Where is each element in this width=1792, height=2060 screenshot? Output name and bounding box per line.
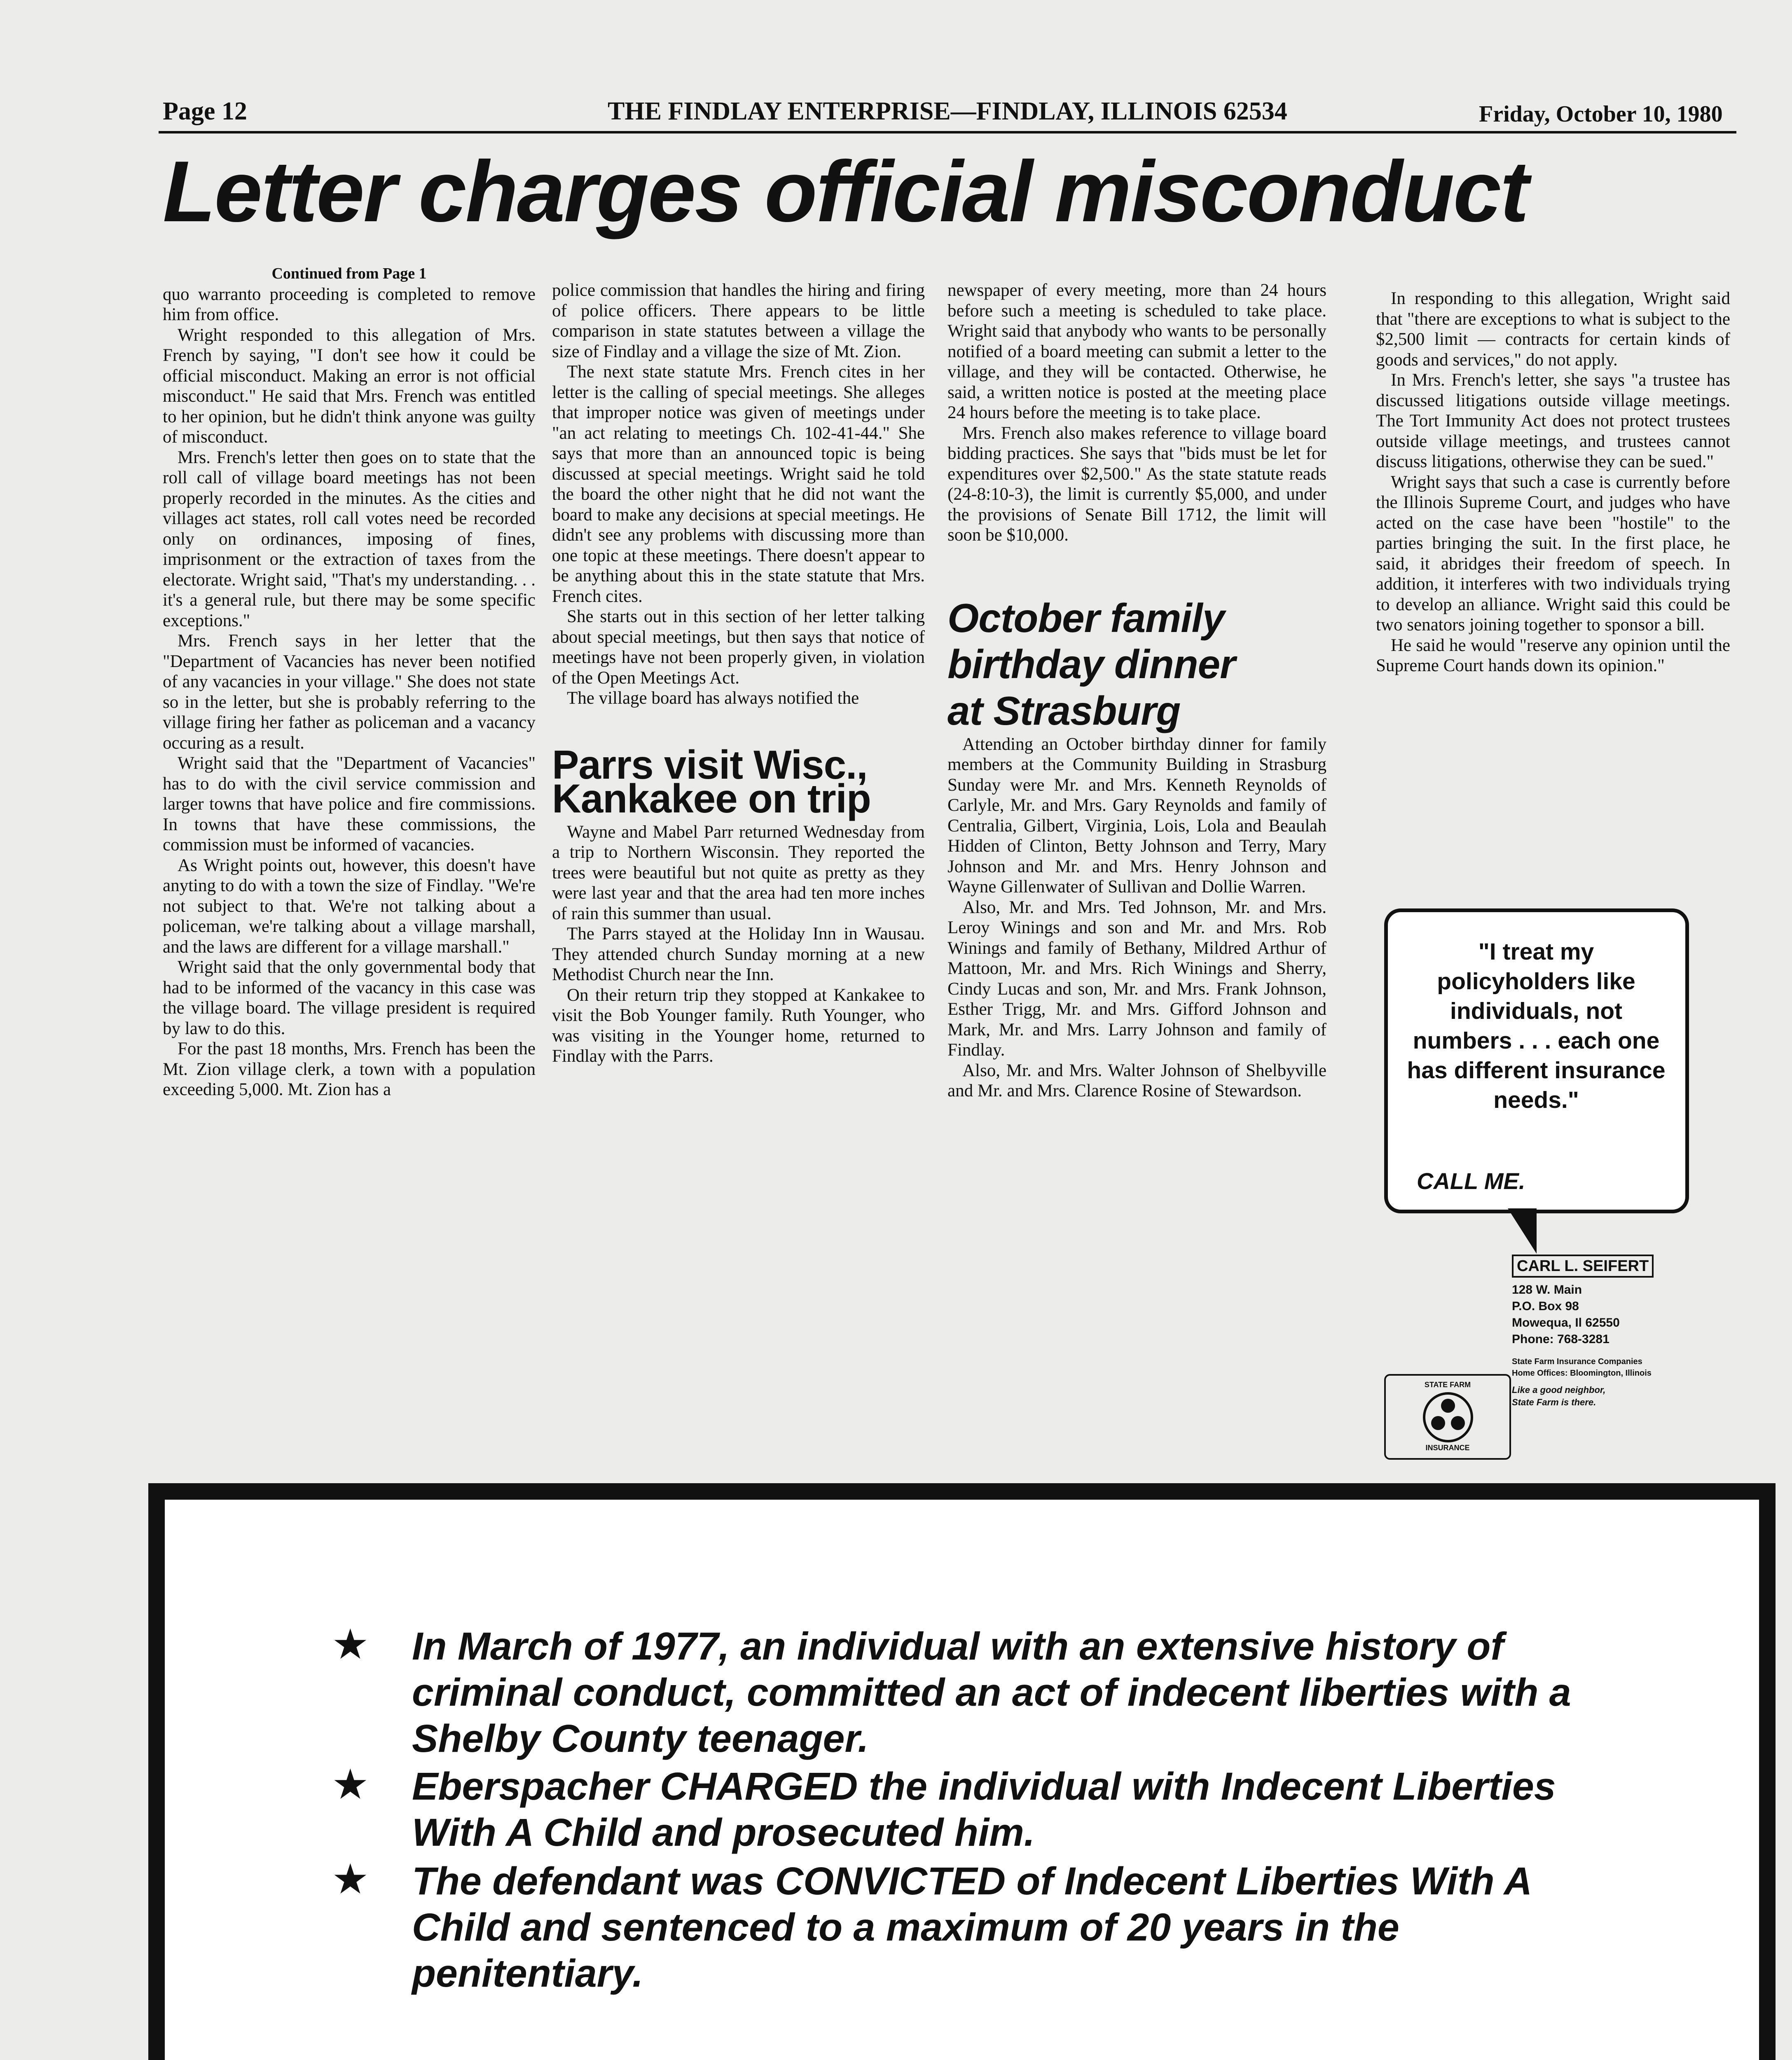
bubble-tail-icon <box>1508 1208 1537 1254</box>
ad-bullet-3 <box>334 1858 1607 1997</box>
slogan-line-2: State Farm is there. <box>1512 1397 1596 1407</box>
bullet-text: In March of 1977, an individual with an extensive history of criminal conduct, committed an act of indecent liberties with a Shelby County teenager. <box>412 1625 1571 1760</box>
state-farm-logo-box <box>1384 1374 1511 1460</box>
article-paragraph: Wright said that the only governmental body that had to be informed of the vacancy in this case was the village board. The village president is required by law to do this. <box>163 957 536 1038</box>
agent-phone: Phone: 768-3281 <box>1512 1332 1610 1346</box>
bullet-text: Eberspacher CHARGED the individual with Indecent Liberties With A Child and prosecuted him. <box>412 1765 1556 1854</box>
political-ad-inner <box>165 1500 1759 2060</box>
logo-top-text: STATE FARM <box>1424 1381 1471 1389</box>
article-paragraph: As Wright points out, however, this doesn't have anyting to do with a town the size of Findlay. "We're not subject to that. We're not talking about a policeman, we're talking about a village marshall, and the laws are different for a village marshall." <box>163 855 536 957</box>
star-icon: ★ <box>334 1859 367 1900</box>
article-paragraph: Mrs. French also makes reference to village board bidding practices. She says that "bids must be let for expenditures over $2,500." As the state statute reads (24-8:10-3), the limit is currently $5,000, and under the provisions of Senate Bill 1712, the limit will soon be $10,000. <box>947 423 1326 545</box>
article-paragraph: police commission that handles the hiring and firing of police officers. There appears to be little comparison in state statutes between a village the size of Findlay and a village the size of Mt. Zion. <box>552 281 925 361</box>
agent-address-2: P.O. Box 98 <box>1512 1299 1579 1313</box>
birthday-paragraph: Also, Mr. and Mrs. Walter Johnson of Shelbyville and Mr. and Mrs. Clarence Rosine of Stewardson. <box>947 1060 1326 1101</box>
continued-note: Continued from Page 1 <box>271 265 427 282</box>
masthead: THE FINDLAY ENTERPRISE—FINDLAY, ILLINOIS 62534 <box>608 97 1287 125</box>
birthday-headline-line-1: October family <box>947 595 1225 641</box>
ad-bullet-2 <box>334 1763 1607 1856</box>
star-icon: ★ <box>334 1624 367 1665</box>
article-paragraph: For the past 18 months, Mrs. French has been the Mt. Zion village clerk, a town with a population exceeding 5,000. Mt. Zion has a <box>163 1039 536 1099</box>
ad-quote: "I treat my policyholders like individuals, not numbers . . . each one has different insurance needs." <box>1407 939 1666 1113</box>
article-column-4 <box>1376 288 1730 676</box>
article-paragraph: In responding to this allegation, Wright said that "there are exceptions to what is subject to the $2,500 limit — contracts for certain kinds of goods and services," do not apply. <box>1376 289 1730 370</box>
article-column-3 <box>947 280 1326 1101</box>
birthday-paragraph: Attending an October birthday dinner for family members at the Community Building in Strasburg Sunday were Mr. and Mrs. Kenneth Reynolds of Carlyle, Mr. and Mrs. Gary Reynolds and family of Centralia, Gilbert, Virginia, Lois, Lola and Beaulah Hidden of Clinton, Betty Johnson and Terry, Mary Johnson and Mr. and Mrs. Henry Johnson and Wayne Gillenwater of Sullivan and Dollie Warren. <box>947 734 1326 897</box>
birthday-headline-line-3: at Strasburg <box>947 688 1181 733</box>
agent-name: CARL L. SEIFERT <box>1512 1255 1654 1278</box>
birthday-paragraph: Also, Mr. and Mrs. Ted Johnson, Mr. and Mrs. Leroy Winings and son and Mr. and Mrs. Rob Winings and family of Bethany, Mildred Arthur of Mattoon, Mr. and Mrs. Rich Winings and Sherry, Cindy Lucas and son, Mr. and Mrs. Frank Johnson, Esther Trigg, Mr. and Mrs. Gifford Johnson and Mark, Mr. and Mrs. Larry Johnson and family of Findlay. <box>947 897 1326 1060</box>
article-column-2 <box>552 280 925 1067</box>
article-paragraph: Wright says that such a case is currently before the Illinois Supreme Court, and judges who have acted on the case have been "hostile" to the parties bringing the suit. In the first place, he said, it abridges their freedom of speech. In addition, it interferes with two individuals trying to develop an alliance. Wright said this could be two senators joining together to sponsor a bill. <box>1376 472 1730 634</box>
page-number: Page 12 <box>163 97 247 125</box>
article-paragraph: He said he would "reserve any opinion until the Supreme Court hands down its opinion." <box>1376 635 1730 675</box>
article-paragraph: Mrs. French says in her letter that the "Department of Vacancies has never been notified of any vacancies in your village." She does not state so in the letter, but she is probably referring to the village firing her father as policeman and a vacancy occuring as a result. <box>163 631 536 753</box>
article-paragraph: quo warranto proceeding is completed to remove him from office. <box>163 284 536 324</box>
agent-info <box>1512 1255 1693 1409</box>
call-me-text: CALL ME. <box>1417 1168 1525 1194</box>
header-rule <box>159 131 1736 133</box>
article-paragraph: Mrs. French's letter then goes on to state that the roll call of village board meetings has not been properly recorded in the minutes. As the cities and villages act states, roll call votes need be recorded only on ordinances, imposing of fines, imprisonment or the extraction of taxes from the electorate. Wright said, "That's my understanding. . . it's a general rule, but there may be some specific exceptions." <box>163 447 536 630</box>
political-ad <box>148 1483 1776 2060</box>
parrs-paragraph: On their return trip they stopped at Kankakee to visit the Bob Younger family. Ruth Younger, who was visiting in the Younger home, returned to Findlay with the Parrs. <box>552 985 925 1066</box>
company-line-1: State Farm Insurance Companies <box>1512 1357 1642 1366</box>
slogan-line-1: Like a good neighbor, <box>1512 1385 1606 1395</box>
issue-date: Friday, October 10, 1980 <box>1479 101 1723 127</box>
article-paragraph: newspaper of every meeting, more than 24 hours before such a meeting is scheduled to take place. Wright said that anybody who wants to be personally notified of a board meeting can submit a letter to the village, and they will be contacted. Otherwise, he said, a written notice is posted at the meeting place 24 hours before the meeting is to take place. <box>947 281 1326 422</box>
article-column-1 <box>163 264 536 1100</box>
birthday-headline-line-2: birthday dinner <box>947 641 1235 687</box>
article-paragraph: Wright responded to this allegation of Mrs. French by saying, "I don't see how it could be official misconduct. Making an error is not official misconduct." He said that Mrs. French was entitled to her opinion, but he didn't think anyone was guilty of misconduct. <box>163 325 536 447</box>
state-farm-logo-icon <box>1423 1392 1473 1442</box>
agent-address-3: Mowequa, Il 62550 <box>1512 1316 1620 1330</box>
ad-bullet-1 <box>334 1623 1607 1762</box>
article-paragraph: Wright said that the "Department of Vacancies" has to do with the civil service commission and larger towns that have police and fire commissions. In towns that have these commissions, the commission must be informed of vacancies. <box>163 754 536 854</box>
article-paragraph: The next state statute Mrs. French cites in her letter is the calling of special meetings. She alleges that improper notice was given of meetings under "an act relating to meetings Ch. 102-41-44." She says that more than an announced topic is being discussed at special meetings. Wright said he told the board the other night that he did not want the board to make any decisions at special meetings. He didn't see any problems with discussing more than one topic at these meetings. There doesn't appear to be anything about this in the state statute that Mrs. French cites. <box>552 362 925 606</box>
insurance-ad <box>1384 908 1697 1485</box>
company-line-2: Home Offices: Bloomington, Illinois <box>1512 1369 1652 1378</box>
article-headline: Letter charges official misconduct <box>163 143 1528 240</box>
article-paragraph: The village board has always notified the <box>567 688 859 708</box>
agent-address-1: 128 W. Main <box>1512 1283 1582 1297</box>
article-paragraph: In Mrs. French's letter, she says "a trustee has discussed litigations outside village meetings. The Tort Immunity Act does not protect trustees outside village meetings, and trustees cannot discuss litigations, otherwise they can be sued." <box>1376 370 1730 471</box>
parrs-paragraph: Wayne and Mabel Parr returned Wednesday from a trip to Northern Wisconsin. They reported the trees were beautiful but not quite as pretty as they were last year and that the area had ten more inches of rain this summer than usual. <box>552 822 925 923</box>
parrs-headline-line-2: Kankakee on trip <box>552 776 871 822</box>
bullet-text: The defendant was CONVICTED of Indecent Liberties With A Child and sentenced to a maximum of 20 years in the penitentiary. <box>412 1859 1531 1995</box>
parrs-headline-line-1: Parrs visit Wisc., <box>552 742 868 787</box>
logo-bottom-text: INSURANCE <box>1425 1444 1470 1452</box>
article-paragraph: She starts out in this section of her letter talking about special meetings, but then says that notice of meetings have not been properly given, in violation of the Open Meetings Act. <box>552 607 925 688</box>
parrs-paragraph: The Parrs stayed at the Holiday Inn in Wausau. They attended church Sunday morning at a new Methodist Church near the Inn. <box>552 924 925 985</box>
star-icon: ★ <box>334 1764 367 1805</box>
speech-bubble <box>1384 908 1689 1213</box>
